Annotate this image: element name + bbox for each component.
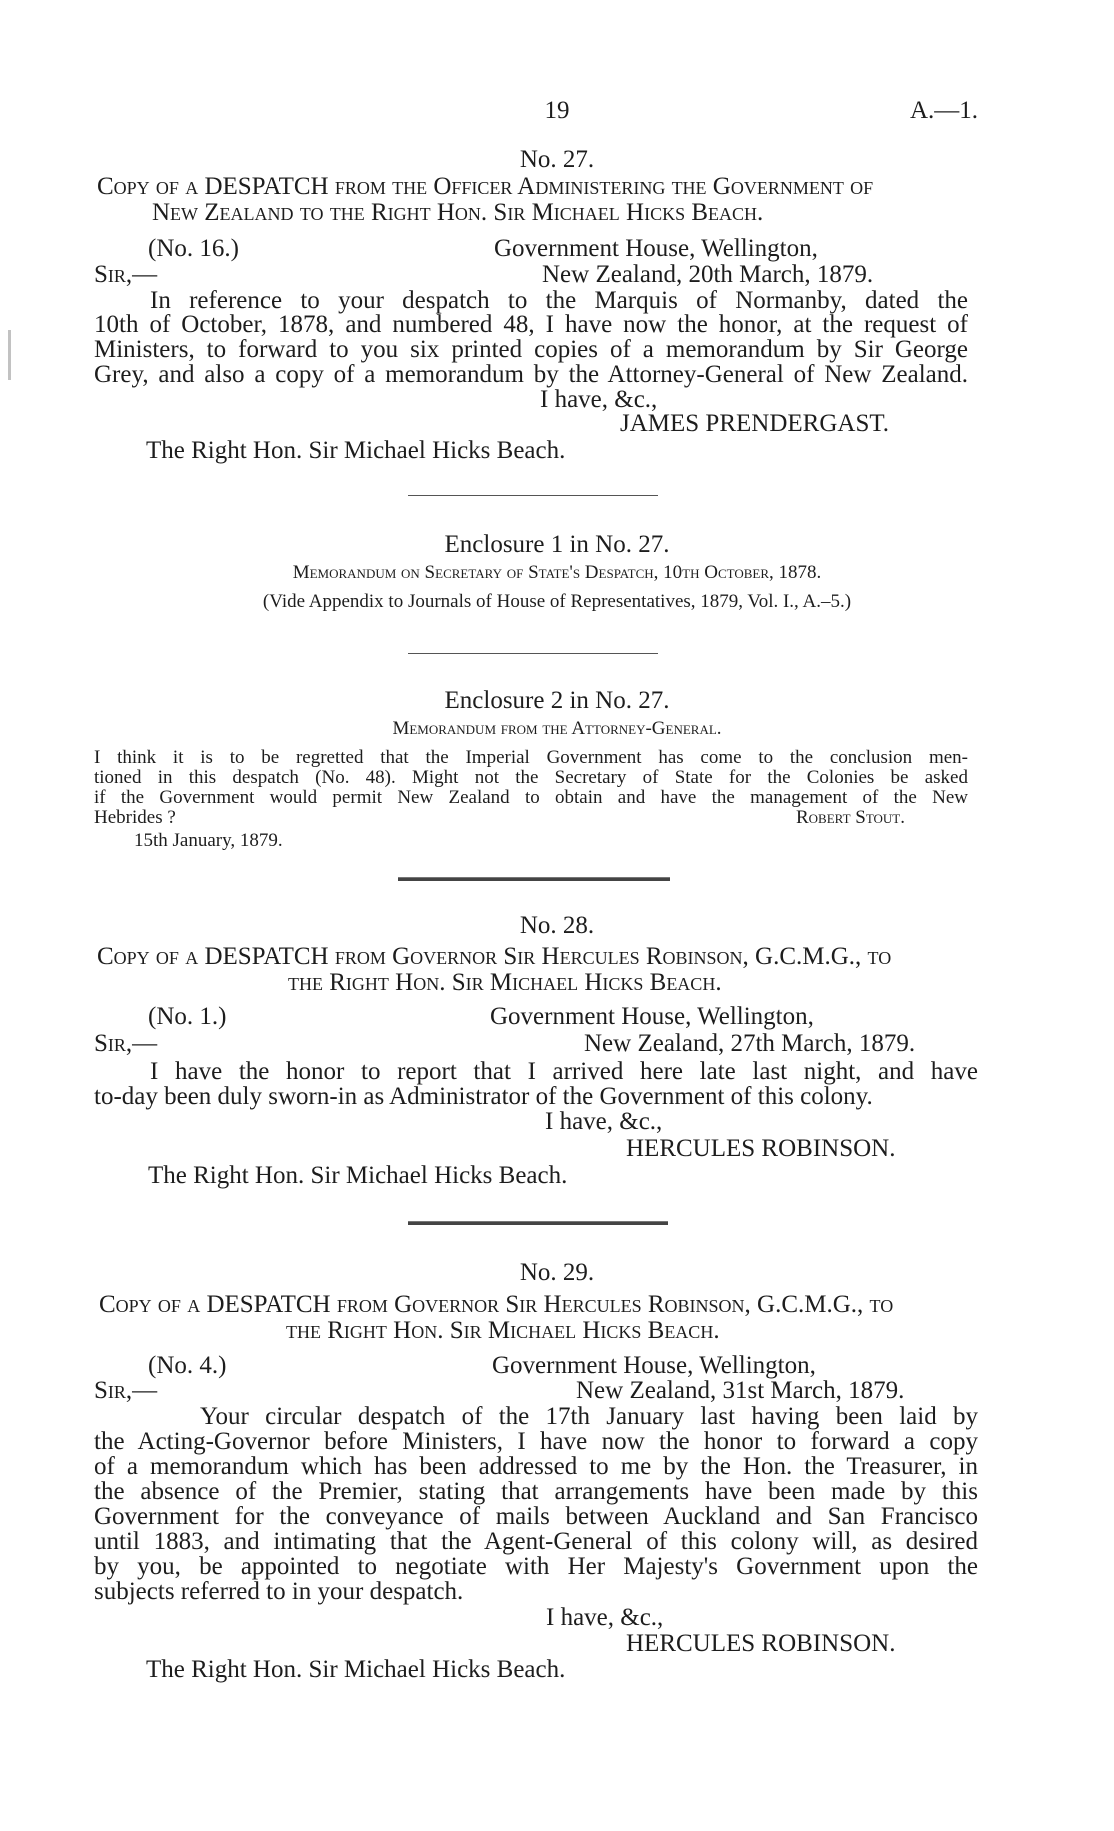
despatch-27-address: Government House, Wellington, bbox=[494, 235, 818, 262]
section-divider bbox=[408, 1221, 668, 1225]
despatch-29-salutation: Sir,— bbox=[94, 1377, 158, 1404]
despatch-29-address: Government House, Wellington, bbox=[492, 1352, 816, 1379]
despatch-27-title: New Zealand to the Right Hon. Sir Michael Hicks Beach. bbox=[152, 199, 764, 226]
despatch-28-title: the Right Hon. Sir Michael Hicks Beach. bbox=[288, 969, 722, 996]
despatch-28-closing: I have, &c., bbox=[545, 1108, 663, 1135]
section-divider bbox=[408, 495, 658, 496]
despatch-29-body-line: Government for the conveyance of mails between Auckland and San Francisco bbox=[94, 1503, 978, 1530]
despatch-27-title: Copy of a DESPATCH from the Officer Administering the Government of bbox=[97, 173, 874, 200]
enclosure-2-body-line: Hebrides ? bbox=[94, 807, 176, 828]
despatch-27-body-line: In reference to your despatch to the Marquis of Normanby, dated the bbox=[150, 287, 968, 314]
enclosure-2-body-line: tioned in this despatch (No. 48). Might not the Secretary of State for the Colonies be asked bbox=[94, 767, 968, 788]
despatch-27-addressee: The Right Hon. Sir Michael Hicks Beach. bbox=[146, 437, 566, 464]
margin-mark bbox=[8, 330, 11, 380]
despatch-28-salutation: Sir,— bbox=[94, 1030, 158, 1057]
despatch-29-body-line: the absence of the Premier, stating that arrangements have been made by this bbox=[94, 1478, 978, 1505]
enclosure-1-reference: (Vide Appendix to Journals of House of Representatives, 1879, Vol. I., A.–5.) bbox=[262, 591, 852, 612]
despatch-27-reference: (No. 16.) bbox=[148, 235, 239, 262]
despatch-27-body-line: Ministers, to forward to you six printed copies of a memorandum by Sir George bbox=[94, 336, 968, 363]
page-reference: A.—1. bbox=[910, 97, 979, 124]
despatch-28-body-line: to-day been duly sworn-in as Administrator of the Government of this colony. bbox=[94, 1083, 873, 1110]
despatch-27-number: No. 27. bbox=[519, 146, 595, 173]
despatch-27-body-line: Grey, and also a copy of a memorandum by the Attorney-General of New Zealand. bbox=[94, 361, 968, 388]
enclosure-2-signature: Robert Stout. bbox=[796, 807, 905, 828]
enclosure-2-date: 15th January, 1879. bbox=[134, 830, 283, 851]
page-number: 19 bbox=[544, 97, 570, 124]
despatch-27-salutation: Sir,— bbox=[94, 261, 158, 288]
despatch-29-body-line: of a memorandum which has been addressed to me by the Hon. the Treasurer, in bbox=[94, 1453, 978, 1480]
despatch-29-addressee: The Right Hon. Sir Michael Hicks Beach. bbox=[146, 1656, 566, 1683]
despatch-27-date: New Zealand, 20th March, 1879. bbox=[542, 261, 874, 288]
enclosure-1-memorandum: Memorandum on Secretary of State's Despatch, 10th October, 1878. bbox=[292, 562, 822, 583]
section-divider bbox=[398, 877, 670, 881]
despatch-28-signature: HERCULES ROBINSON. bbox=[626, 1135, 896, 1162]
enclosure-2-subheading: Memorandum from the Attorney-General. bbox=[392, 718, 722, 739]
despatch-28-reference: (No. 1.) bbox=[148, 1003, 227, 1030]
despatch-27-signature: JAMES PRENDERGAST. bbox=[620, 410, 890, 437]
despatch-29-signature: HERCULES ROBINSON. bbox=[626, 1630, 896, 1657]
despatch-29-reference: (No. 4.) bbox=[148, 1352, 227, 1379]
despatch-28-addressee: The Right Hon. Sir Michael Hicks Beach. bbox=[148, 1162, 568, 1189]
despatch-28-number: No. 28. bbox=[519, 912, 595, 939]
despatch-29-body-line: by you, be appointed to negotiate with Her Majesty's Government upon the bbox=[94, 1553, 978, 1580]
despatch-29-closing: I have, &c., bbox=[546, 1604, 664, 1631]
despatch-29-date: New Zealand, 31st March, 1879. bbox=[576, 1377, 905, 1404]
despatch-29-body-line: subjects referred to in your despatch. bbox=[94, 1578, 464, 1605]
enclosure-2-heading: Enclosure 2 in No. 27. bbox=[444, 687, 670, 714]
enclosure-2-body-line: if the Government would permit New Zealand to obtain and have the management of the New bbox=[94, 787, 968, 808]
despatch-28-body-line: I have the honor to report that I arrived here late last night, and have bbox=[150, 1058, 978, 1085]
despatch-28-address: Government House, Wellington, bbox=[490, 1003, 814, 1030]
despatch-27-body-line: 10th of October, 1878, and numbered 48, I have now the honor, at the request of bbox=[94, 311, 968, 338]
despatch-29-number: No. 29. bbox=[519, 1259, 595, 1286]
despatch-29-title: the Right Hon. Sir Michael Hicks Beach. bbox=[286, 1317, 720, 1344]
despatch-29-body-line: the Acting-Governor before Ministers, I have now the honor to forward a copy bbox=[94, 1428, 978, 1455]
enclosure-1-heading: Enclosure 1 in No. 27. bbox=[444, 531, 670, 558]
despatch-29-body-line: until 1883, and intimating that the Agent-General of this colony will, as desired bbox=[94, 1528, 978, 1555]
despatch-28-date: New Zealand, 27th March, 1879. bbox=[584, 1030, 916, 1057]
section-divider bbox=[408, 653, 658, 654]
despatch-27-closing: I have, &c., bbox=[540, 386, 658, 413]
despatch-28-title: Copy of a DESPATCH from Governor Sir Hercules Robinson, G.C.M.G., to bbox=[97, 943, 892, 970]
despatch-29-title: Copy of a DESPATCH from Governor Sir Hercules Robinson, G.C.M.G., to bbox=[99, 1291, 894, 1318]
despatch-29-body-line: Your circular despatch of the 17th January last having been laid by bbox=[200, 1403, 978, 1430]
enclosure-2-body-line: I think it is to be regretted that the Imperial Government has come to the conclusion men- bbox=[94, 747, 968, 768]
